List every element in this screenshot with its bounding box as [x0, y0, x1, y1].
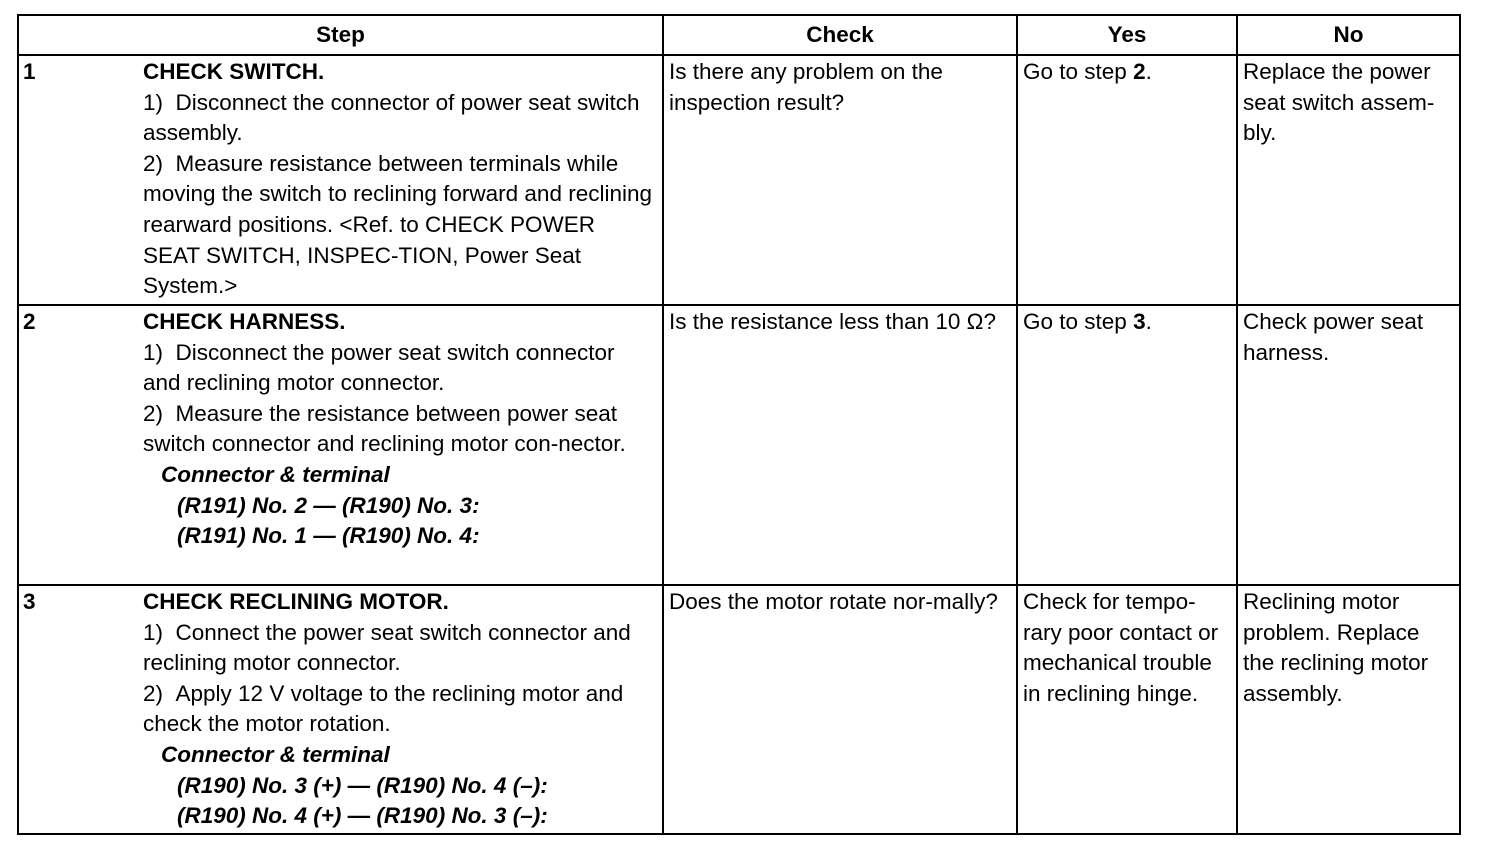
check-question: Does the motor rotate nor-mally? — [663, 585, 1017, 834]
step-description — [143, 55, 663, 305]
no-action: Reclining motor problem. Replace the reclining motor assembly. — [1237, 585, 1460, 834]
connector-terminal-line: (R190) No. 4 (+) — (R190) No. 3 (–): — [177, 803, 548, 829]
step-title: CHECK RECLINING MOTOR. — [143, 589, 449, 614]
diagnostic-table — [17, 14, 1461, 835]
step-instruction: 2) Apply 12 V voltage to the reclining motor and check the motor rotation. — [143, 680, 624, 737]
yes-action — [1017, 55, 1237, 305]
no-action: Replace the power seat switch assem-bly. — [1237, 55, 1460, 305]
check-question: Is there any problem on the inspection result? — [663, 55, 1017, 305]
table-header-row — [18, 15, 1460, 55]
step-instruction: 1) Connect the power seat switch connector and reclining motor connector. — [143, 619, 631, 676]
step-instruction: 1) Disconnect the connector of power seat switch assembly. — [143, 89, 640, 146]
connector-terminal-line: (R191) No. 2 — (R190) No. 3: — [177, 492, 480, 518]
step-description — [143, 305, 663, 585]
step-description — [143, 585, 663, 834]
yes-step-link[interactable]: 2 — [1133, 59, 1146, 84]
header-check: Check — [663, 15, 1017, 55]
step-title: CHECK HARNESS. — [143, 309, 346, 334]
no-action: Check power seat harness. — [1237, 305, 1460, 585]
step-number: 2 — [18, 305, 143, 585]
step-number: 1 — [18, 55, 143, 305]
table-row — [18, 55, 1460, 305]
connector-heading: Connector & terminal — [161, 461, 390, 487]
header-yes: Yes — [1017, 15, 1237, 55]
yes-action — [1017, 305, 1237, 585]
connector-terminal-line: (R191) No. 1 — (R190) No. 4: — [177, 523, 480, 549]
yes-prefix: Go to step — [1023, 309, 1134, 334]
yes-suffix: . — [1145, 59, 1152, 84]
step-instruction: 1) Disconnect the power seat switch connector and reclining motor connector. — [143, 339, 615, 396]
diagnostic-procedure-document — [17, 14, 1459, 835]
yes-action: Check for tempo-rary poor contact or mechanical trouble in reclining hinge. — [1017, 585, 1237, 834]
table-row — [18, 585, 1460, 834]
connector-heading: Connector & terminal — [161, 741, 390, 767]
yes-step-link[interactable]: 3 — [1133, 309, 1146, 334]
step-instruction: 2) Measure the resistance between power seat switch connector and reclining motor con-nector. — [143, 400, 626, 457]
header-step: Step — [18, 15, 663, 55]
yes-suffix: . — [1145, 309, 1152, 334]
step-number: 3 — [18, 585, 143, 834]
yes-prefix: Go to step — [1023, 59, 1134, 84]
step-instruction: 2) Measure resistance between terminals while moving the switch to reclining forward and reclining rearward positions. <Ref. to CHECK POWER SEAT SWITCH, INSPEC-TION, Power Seat System.> — [143, 150, 652, 299]
step-title: CHECK SWITCH. — [143, 59, 325, 84]
table-row — [18, 305, 1460, 585]
check-question: Is the resistance less than 10 Ω? — [663, 305, 1017, 585]
connector-terminal-line: (R190) No. 3 (+) — (R190) No. 4 (–): — [177, 772, 548, 798]
header-no: No — [1237, 15, 1460, 55]
